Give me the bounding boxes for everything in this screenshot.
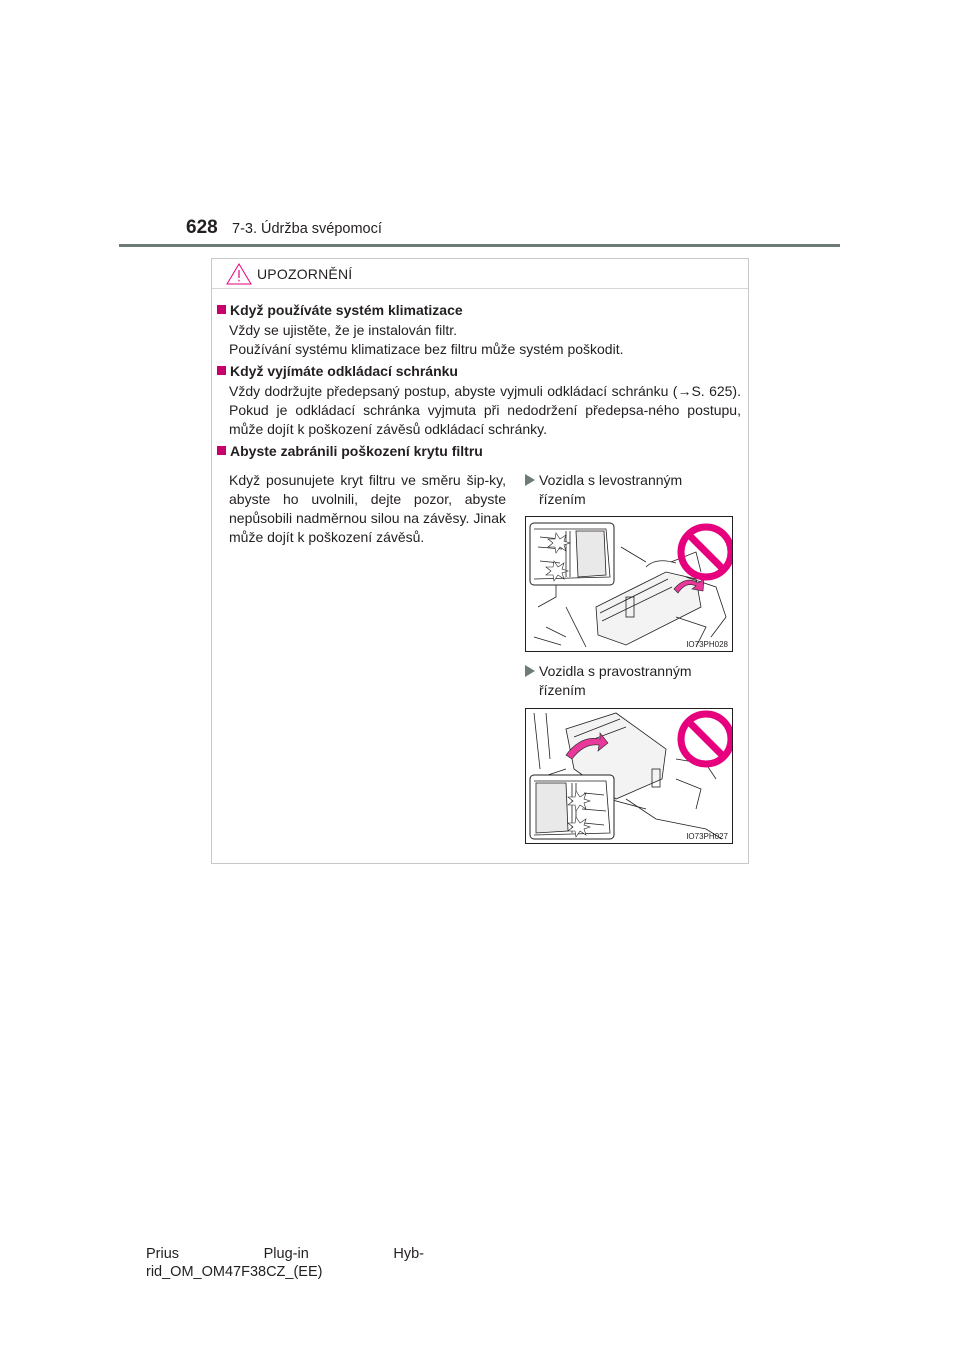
item-text-ac-2: Používání systému klimatizace bez filtru může systém poškodit. xyxy=(229,341,624,357)
item-heading-ac: Když používáte systém klimatizace xyxy=(217,302,463,318)
item-heading-filter-cover: Abyste zabránili poškození krytu filtru xyxy=(217,443,483,459)
item-text-glovebox: Vždy dodržujte předepsaný postup, abyste vyjmuli odkládací schránku (→S. 625). Pokud je odkládací schránka vyjmuta při nedodržení předepsa-ného postupu, může dojít k poškození závěsů odkládací schránky. xyxy=(229,383,741,437)
bullet-square-icon xyxy=(217,305,226,314)
section-title: 7-3. Údržba svépomocí xyxy=(232,221,382,237)
warning-triangle-icon xyxy=(226,263,252,285)
bullet-square-icon xyxy=(217,446,226,455)
variant-label-rhd: Vozidla s pravostranným řízením xyxy=(525,662,745,700)
image-code: IO73PH027 xyxy=(686,832,728,841)
item-text-filter-cover: Když posunujete kryt filtru ve směru šip-ky, abyste ho uvolnili, dejte pozor, abyste nepůsobili nadměrnou silou na závěsy. Jinak může dojít k poškození závěsů. xyxy=(229,472,506,545)
footer-line-2: rid_OM_OM47F38CZ_(EE) xyxy=(146,1264,323,1280)
footer-line-1 xyxy=(146,1245,424,1263)
warning-title: UPOZORNĚNÍ xyxy=(257,266,353,282)
footer-word: Plug-in xyxy=(263,1246,309,1262)
warning-header xyxy=(212,259,748,289)
warning-box xyxy=(211,258,749,864)
illustration-rhd xyxy=(525,708,733,844)
header-rule xyxy=(119,244,840,247)
filter-cover-lhd-drawing xyxy=(526,517,733,652)
triangle-bullet-icon xyxy=(525,665,535,677)
footer-word: Hyb- xyxy=(393,1246,424,1262)
illustration-lhd xyxy=(525,516,733,652)
footer-word: Prius xyxy=(146,1246,180,1262)
variant-label-lhd: Vozidla s levostranným řízením xyxy=(525,471,745,509)
bullet-square-icon xyxy=(217,366,226,375)
page-number: 628 xyxy=(186,217,218,238)
filter-cover-rhd-drawing xyxy=(526,709,733,844)
item-heading-glovebox: Když vyjímáte odkládací schránku xyxy=(217,363,458,379)
footer xyxy=(146,1245,424,1281)
triangle-bullet-icon xyxy=(525,474,535,486)
image-code: IO73PH028 xyxy=(686,640,728,649)
item-text-ac-1: Vždy se ujistěte, že je instalován filtr. xyxy=(229,322,457,338)
